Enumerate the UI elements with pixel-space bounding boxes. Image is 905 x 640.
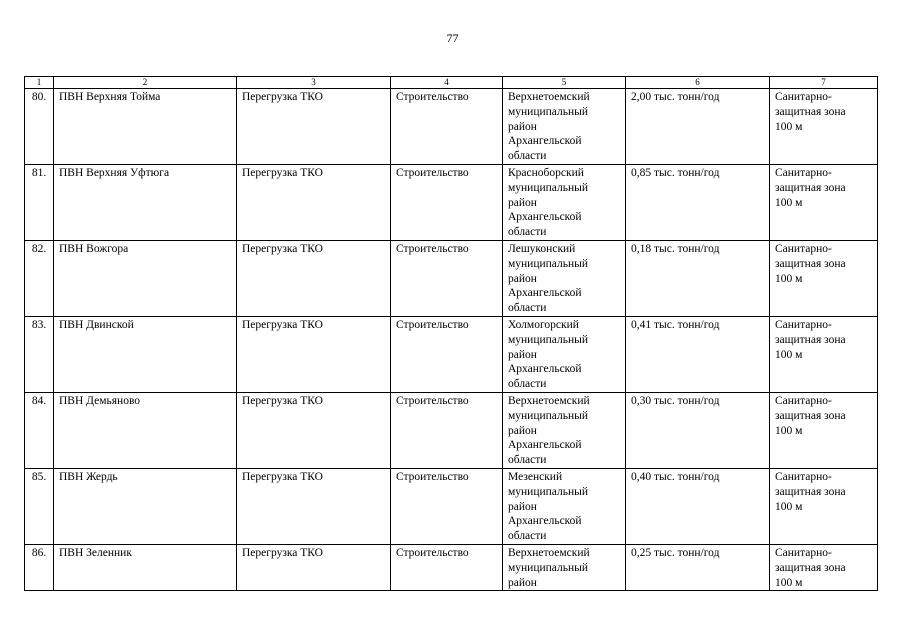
location-line: Архангельской [508, 363, 582, 376]
facility-action: Строительство [391, 544, 503, 590]
row-number: 83. [25, 316, 54, 392]
location-line: Архангельской [508, 515, 582, 528]
location-line: Красноборский [508, 166, 584, 179]
table-row [25, 164, 878, 240]
facility-name: ПВН Верхняя Уфтюга [54, 164, 237, 240]
protection-zone [770, 89, 878, 165]
facility-capacity: 0,40 тыс. тонн/год [626, 468, 770, 544]
zone-line: Санитарно- [775, 470, 832, 483]
table-row [25, 89, 878, 165]
protection-zone [770, 468, 878, 544]
facility-name: ПВН Двинской [54, 316, 237, 392]
location-line: Верхнетоемский [508, 91, 590, 103]
location-line: район [508, 424, 537, 437]
zone-line: защитная зона [775, 333, 846, 346]
zone-line: Санитарно- [775, 394, 832, 407]
protection-zone [770, 164, 878, 240]
table-row [25, 240, 878, 316]
zone-line: 100 м [775, 576, 803, 589]
location-line: муниципальный [508, 485, 589, 498]
location-line: области [508, 530, 547, 543]
facility-capacity: 0,18 тыс. тонн/год [626, 240, 770, 316]
facility-action: Строительство [391, 164, 503, 240]
facility-location [503, 392, 626, 468]
location-line: Мезенский [508, 470, 563, 483]
zone-line: защитная зона [775, 257, 846, 270]
location-line: район [508, 196, 537, 209]
location-line: области [508, 378, 547, 391]
location-line: Архангельской [508, 135, 582, 148]
zone-line: защитная зона [775, 409, 846, 422]
location-line: муниципальный [508, 105, 589, 118]
row-number: 85. [25, 468, 54, 544]
location-line: Холмогорский [508, 318, 579, 331]
facility-capacity: 0,30 тыс. тонн/год [626, 392, 770, 468]
location-line: области [508, 226, 547, 239]
facility-action: Строительство [391, 392, 503, 468]
facility-location [503, 89, 626, 165]
facility-purpose: Перегрузка ТКО [237, 89, 391, 165]
zone-line: 100 м [775, 272, 803, 285]
protection-zone [770, 392, 878, 468]
location-line: район [508, 120, 537, 133]
location-line: муниципальный [508, 181, 589, 194]
location-line: муниципальный [508, 333, 589, 346]
zone-line: Санитарно- [775, 318, 832, 331]
protection-zone [770, 544, 878, 590]
zone-line: 100 м [775, 120, 803, 133]
zone-line: защитная зона [775, 105, 846, 118]
facility-capacity: 0,41 тыс. тонн/год [626, 316, 770, 392]
zone-line: защитная зона [775, 181, 846, 194]
location-line: области [508, 150, 547, 163]
column-number: 6 [626, 77, 770, 89]
row-number: 80. [25, 89, 54, 165]
page-number: 77 [446, 31, 459, 45]
location-line: район [508, 500, 537, 513]
facility-name: ПВН Жердь [54, 468, 237, 544]
column-number: 7 [770, 77, 878, 89]
location-line: области [508, 302, 547, 315]
location-line: муниципальный [508, 561, 589, 574]
row-number: 81. [25, 164, 54, 240]
facility-purpose: Перегрузка ТКО [237, 544, 391, 590]
zone-line: 100 м [775, 348, 803, 361]
facility-purpose: Перегрузка ТКО [237, 240, 391, 316]
location-line: Верхнетоемский [508, 394, 590, 407]
facility-purpose: Перегрузка ТКО [237, 468, 391, 544]
facility-location [503, 164, 626, 240]
table-row [25, 468, 878, 544]
facility-location [503, 544, 626, 590]
row-number: 82. [25, 240, 54, 316]
location-line: муниципальный [508, 257, 589, 270]
location-line: Архангельской [508, 287, 582, 300]
column-number: 3 [237, 77, 391, 89]
location-line: Архангельской [508, 211, 582, 224]
zone-line: 100 м [775, 424, 803, 437]
location-line: Архангельской [508, 439, 582, 452]
zone-line: Санитарно- [775, 91, 832, 103]
column-number: 1 [25, 77, 54, 89]
facility-capacity: 2,00 тыс. тонн/год [626, 89, 770, 165]
facility-purpose: Перегрузка ТКО [237, 316, 391, 392]
table-row [25, 544, 878, 590]
row-number: 84. [25, 392, 54, 468]
column-number: 4 [391, 77, 503, 89]
facility-location [503, 316, 626, 392]
facility-action: Строительство [391, 89, 503, 165]
facility-location [503, 240, 626, 316]
zone-line: защитная зона [775, 485, 846, 498]
zone-line: Санитарно- [775, 166, 832, 179]
location-line: области [508, 454, 547, 467]
facility-purpose: Перегрузка ТКО [237, 164, 391, 240]
facility-capacity: 0,25 тыс. тонн/год [626, 544, 770, 590]
facility-action: Строительство [391, 468, 503, 544]
table-row [25, 392, 878, 468]
facility-name: ПВН Демьяново [54, 392, 237, 468]
column-number: 2 [54, 77, 237, 89]
location-line: муниципальный [508, 409, 589, 422]
location-line: район [508, 348, 537, 361]
table-row [25, 316, 878, 392]
location-line: Лешуконский [508, 242, 576, 255]
zone-line: защитная зона [775, 561, 846, 574]
facility-location [503, 468, 626, 544]
location-line: Верхнетоемский [508, 546, 590, 559]
protection-zone [770, 316, 878, 392]
facility-capacity: 0,85 тыс. тонн/год [626, 164, 770, 240]
facility-name: ПВН Верхняя Тойма [54, 89, 237, 165]
zone-line: 100 м [775, 500, 803, 513]
facility-action: Строительство [391, 240, 503, 316]
facilities-table [24, 76, 878, 591]
facility-action: Строительство [391, 316, 503, 392]
column-number: 5 [503, 77, 626, 89]
zone-line: 100 м [775, 196, 803, 209]
location-line: район [508, 272, 537, 285]
protection-zone [770, 240, 878, 316]
zone-line: Санитарно- [775, 546, 832, 559]
column-number-row [25, 77, 878, 89]
location-line: район [508, 576, 537, 589]
row-number: 86. [25, 544, 54, 590]
facility-name: ПВН Вожгора [54, 240, 237, 316]
zone-line: Санитарно- [775, 242, 832, 255]
facility-name: ПВН Зеленник [54, 544, 237, 590]
facility-purpose: Перегрузка ТКО [237, 392, 391, 468]
